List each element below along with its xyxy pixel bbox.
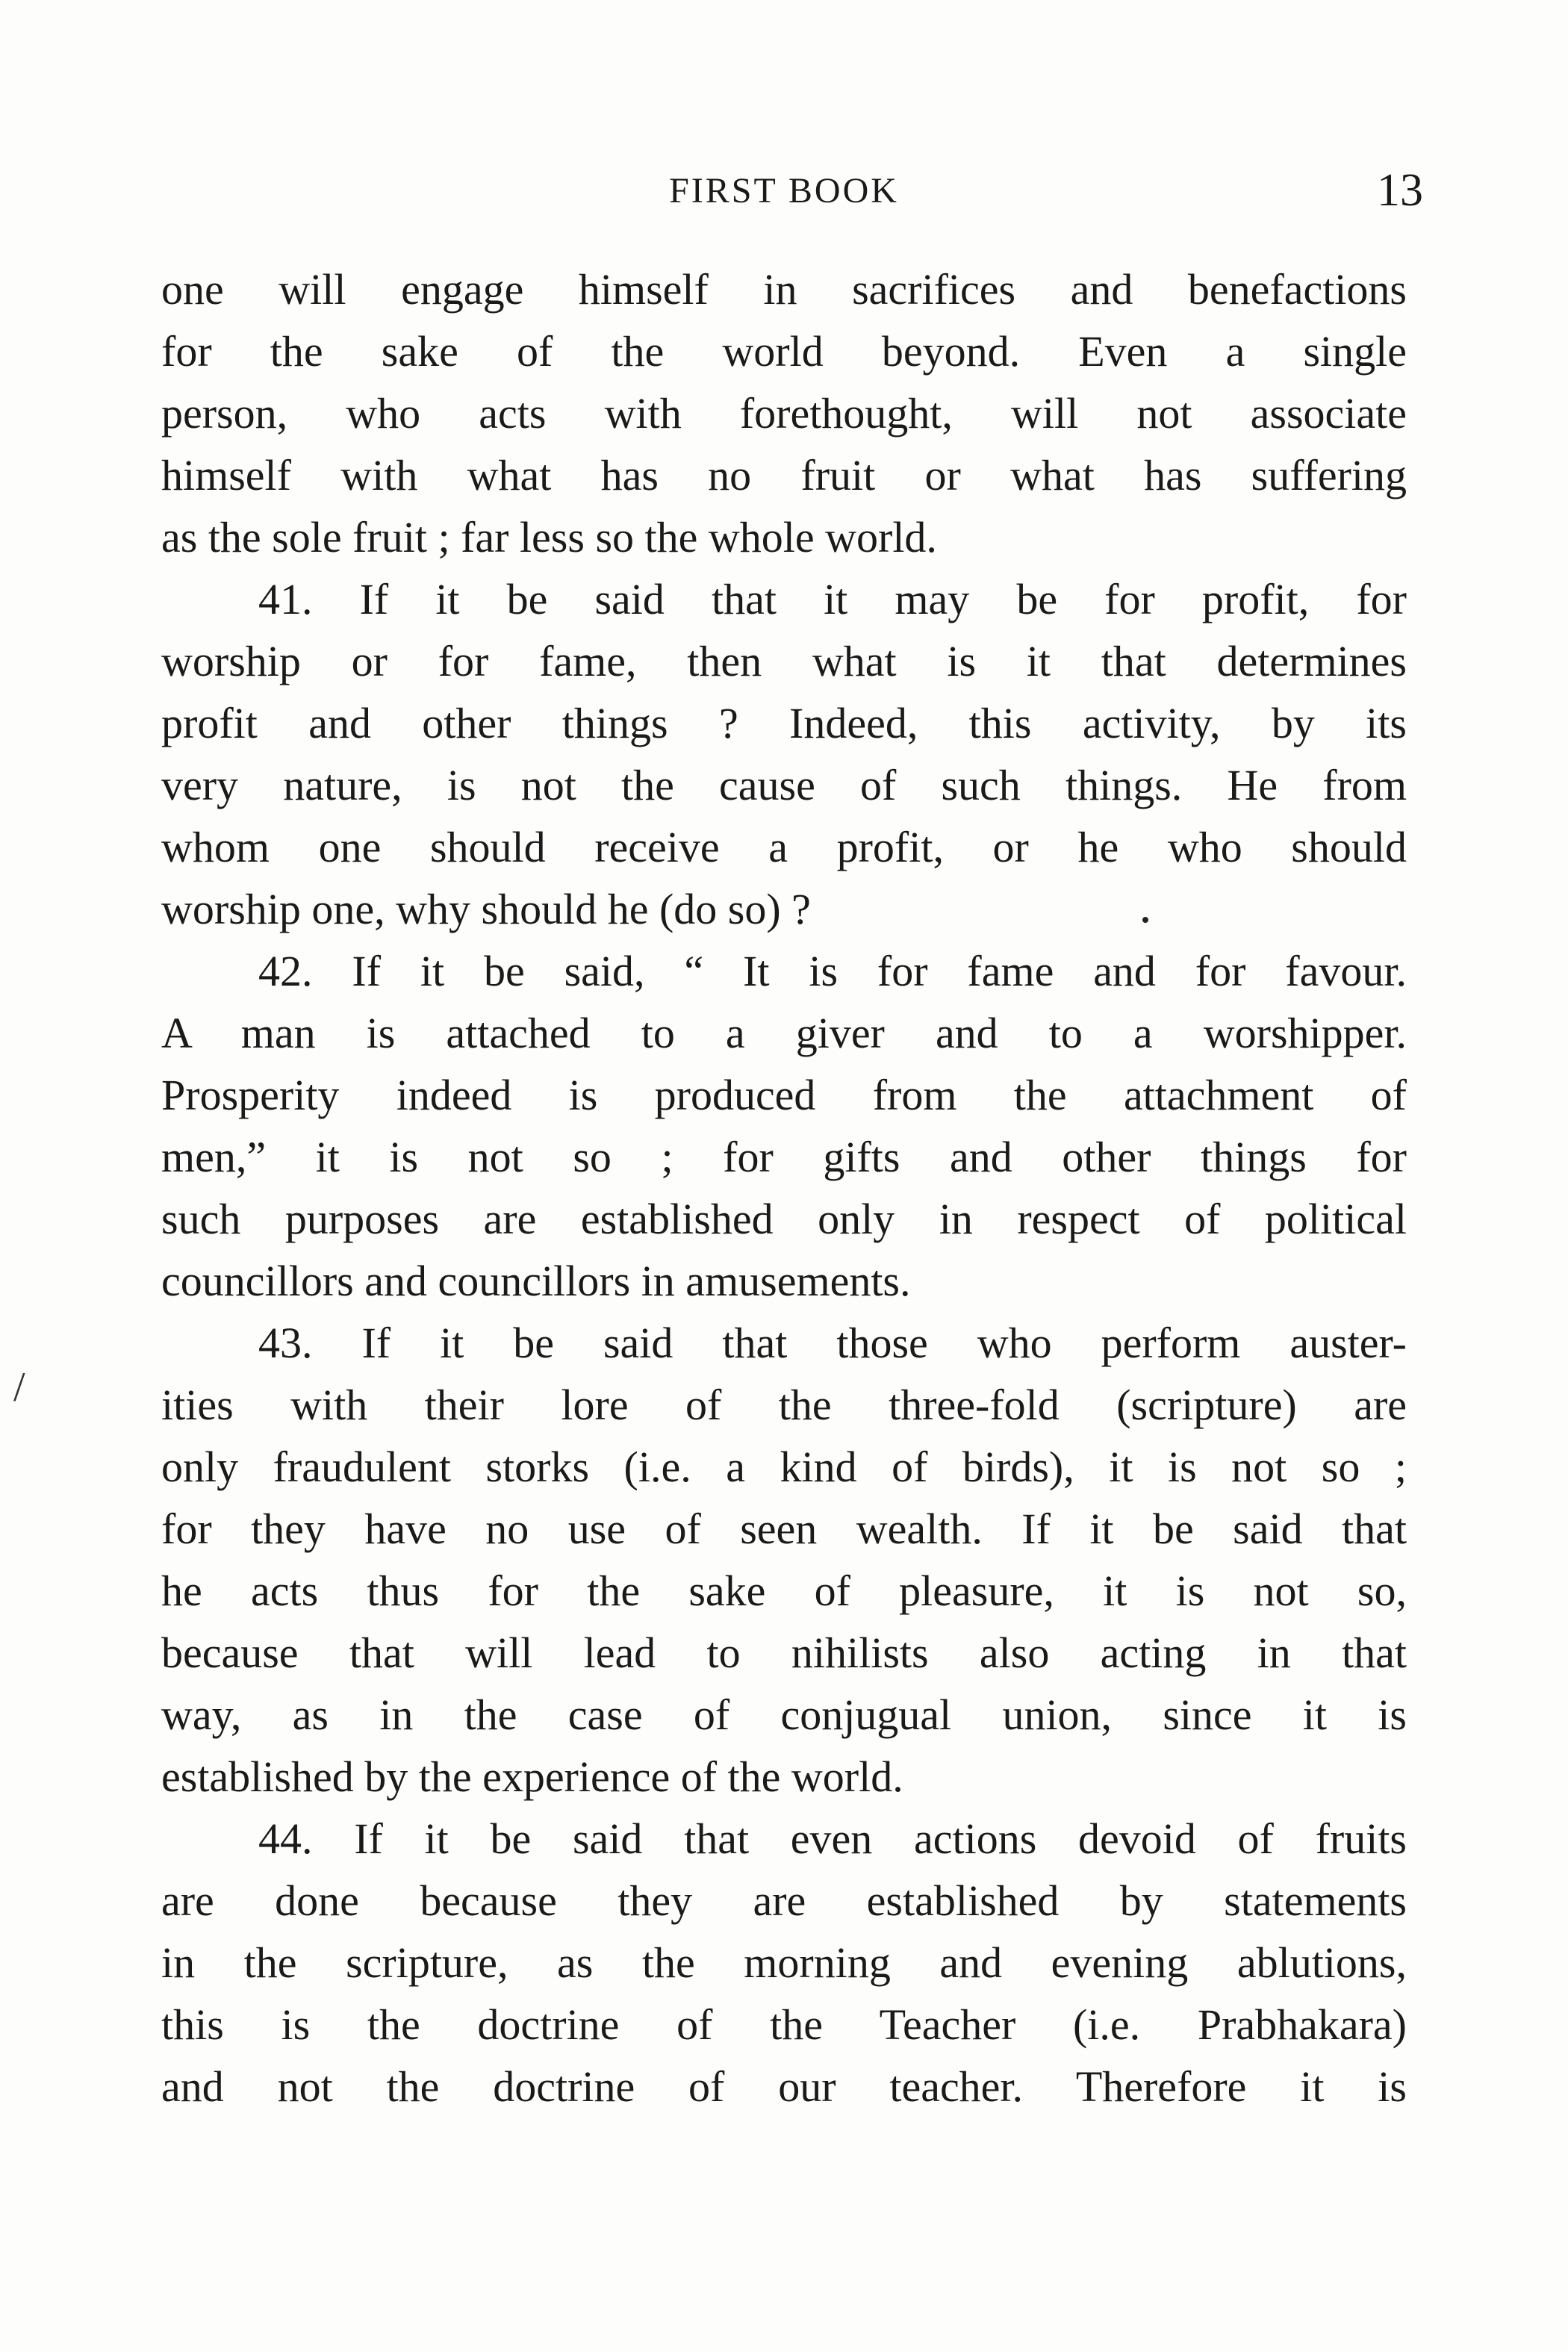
text-line: and not the doctrine of our teacher. Therefore it is <box>161 2062 1407 2111</box>
text-line: way, as in the case of conjugual union, since it is <box>161 1690 1407 1739</box>
text-line: profit and other things ? Indeed, this activity, by its <box>161 699 1407 747</box>
text-line: men,” it is not so ; for gifts and other things for <box>161 1133 1407 1181</box>
text-line: for they have no use of seen wealth. If it be said that <box>161 1505 1407 1553</box>
text-line: whom one should receive a profit, or he who should <box>161 823 1407 871</box>
paragraph-44-first-line: 44. If it be said that even actions devoid of fruits <box>258 1814 1407 1863</box>
text-line: worship one, why should he (do so) ? <box>161 885 811 933</box>
text-line: because that will lead to nihilists also acting in that <box>161 1628 1407 1677</box>
text-line: as the sole fruit ; far less so the whole world. <box>161 513 937 561</box>
text-line: A man is attached to a giver and to a worshipper. <box>161 1009 1407 1057</box>
text-line: established by the experience of the world. <box>161 1752 903 1801</box>
margin-pencil-mark: / <box>13 1364 25 1410</box>
page-number: 13 <box>1377 165 1423 216</box>
text-line: worship or for fame, then what is it that determines <box>161 637 1407 685</box>
text-line: are done because they are established by statements <box>161 1876 1407 1925</box>
text-line: ities with their lore of the three-fold (scripture) are <box>161 1381 1407 1429</box>
text-line: one will engage himself in sacrifices and benefactions <box>161 265 1407 314</box>
body-text <box>161 258 1407 2118</box>
text-line: councillors and councillors in amusements. <box>161 1257 911 1305</box>
text-line: himself with what has no fruit or what has suffering <box>161 451 1407 500</box>
text-line: this is the doctrine of the Teacher (i.e. Prabhakara) <box>161 2000 1407 2049</box>
text-line: he acts thus for the sake of pleasure, it is not so, <box>161 1567 1407 1615</box>
text-line: person, who acts with forethought, will not associate <box>161 389 1407 438</box>
paragraph-42-first-line: 42. If it be said, “ It is for fame and for favour. <box>258 947 1407 995</box>
text-line: only fraudulent storks (i.e. a kind of birds), it is not so ; <box>161 1443 1407 1491</box>
paragraph-41-first-line: 41. If it be said that it may be for profit, for <box>258 575 1407 623</box>
text-line: for the sake of the world beyond. Even a single <box>161 327 1407 376</box>
running-head <box>0 165 1568 216</box>
running-title: FIRST BOOK <box>669 171 899 211</box>
text-line: such purposes are established only in respect of political <box>161 1195 1407 1243</box>
text-line: Prosperity indeed is produced from the attachment of <box>161 1071 1407 1119</box>
text-line: in the scripture, as the morning and evening ablutions, <box>161 1938 1407 1987</box>
text-line: very nature, is not the cause of such things. He from <box>161 761 1407 809</box>
paragraph-43-first-line: 43. If it be said that those who perform auster- <box>258 1319 1407 1367</box>
